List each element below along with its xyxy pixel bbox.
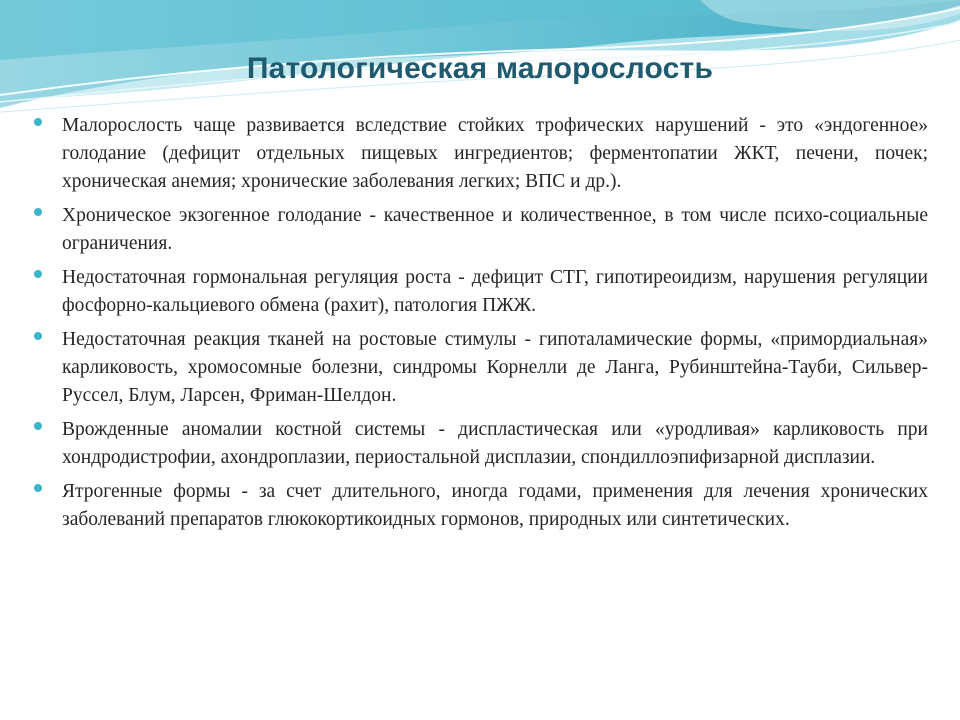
list-item [32, 202, 928, 258]
list-item [32, 112, 928, 196]
bullet-dot-icon [34, 332, 42, 340]
bullet-text: Малорослость чаще развивается вследствие стойких трофических нарушений - это «эндогенное» голодание (дефицит отдельных пищевых ингредиентов; ферментопатии ЖКТ, печени, почек; хроническая анемия; хронические заболевания легких; ВПС и др.). [62, 115, 928, 192]
bullet-list [32, 112, 928, 540]
list-item [32, 478, 928, 534]
list-item [32, 264, 928, 320]
bullet-text: Врожденные аномалии костной системы - диспластическая или «уродливая» карликовость при хондродистрофии, ахондроплазии, периостальной дисплазии, спондиллоэпифизарной дисплазии. [62, 419, 928, 468]
bullet-dot-icon [34, 422, 42, 430]
bullet-text: Хроническое экзогенное голодание - качественное и количественное, в том числе психо-социальные ограничения. [62, 205, 928, 254]
list-item [32, 326, 928, 410]
bullet-text: Ятрогенные формы - за счет длительного, иногда годами, применения для лечения хронических заболеваний препаратов глюкокортикоидных гормонов, природных или синтетических. [62, 481, 928, 530]
list-item [32, 416, 928, 472]
bullet-dot-icon [34, 484, 42, 492]
bullet-dot-icon [34, 118, 42, 126]
bullet-text: Недостаточная реакция тканей на ростовые стимулы - гипоталамические формы, «примордиальная» карликовость, хромосомные болезни, синдромы Корнелли де Ланга, Рубинштейна-Тауби, Сильвер-Руссел, Блум, Ларсен, Фриман-Шелдон. [62, 329, 928, 406]
bullet-dot-icon [34, 270, 42, 278]
bullet-dot-icon [34, 208, 42, 216]
page-title: Патологическая малорослость [246, 52, 714, 85]
bullet-text: Недостаточная гормональная регуляция роста - дефицит СТГ, гипотиреоидизм, нарушения регуляции фосфорно-кальциевого обмена (рахит), патология ПЖЖ. [62, 267, 928, 316]
